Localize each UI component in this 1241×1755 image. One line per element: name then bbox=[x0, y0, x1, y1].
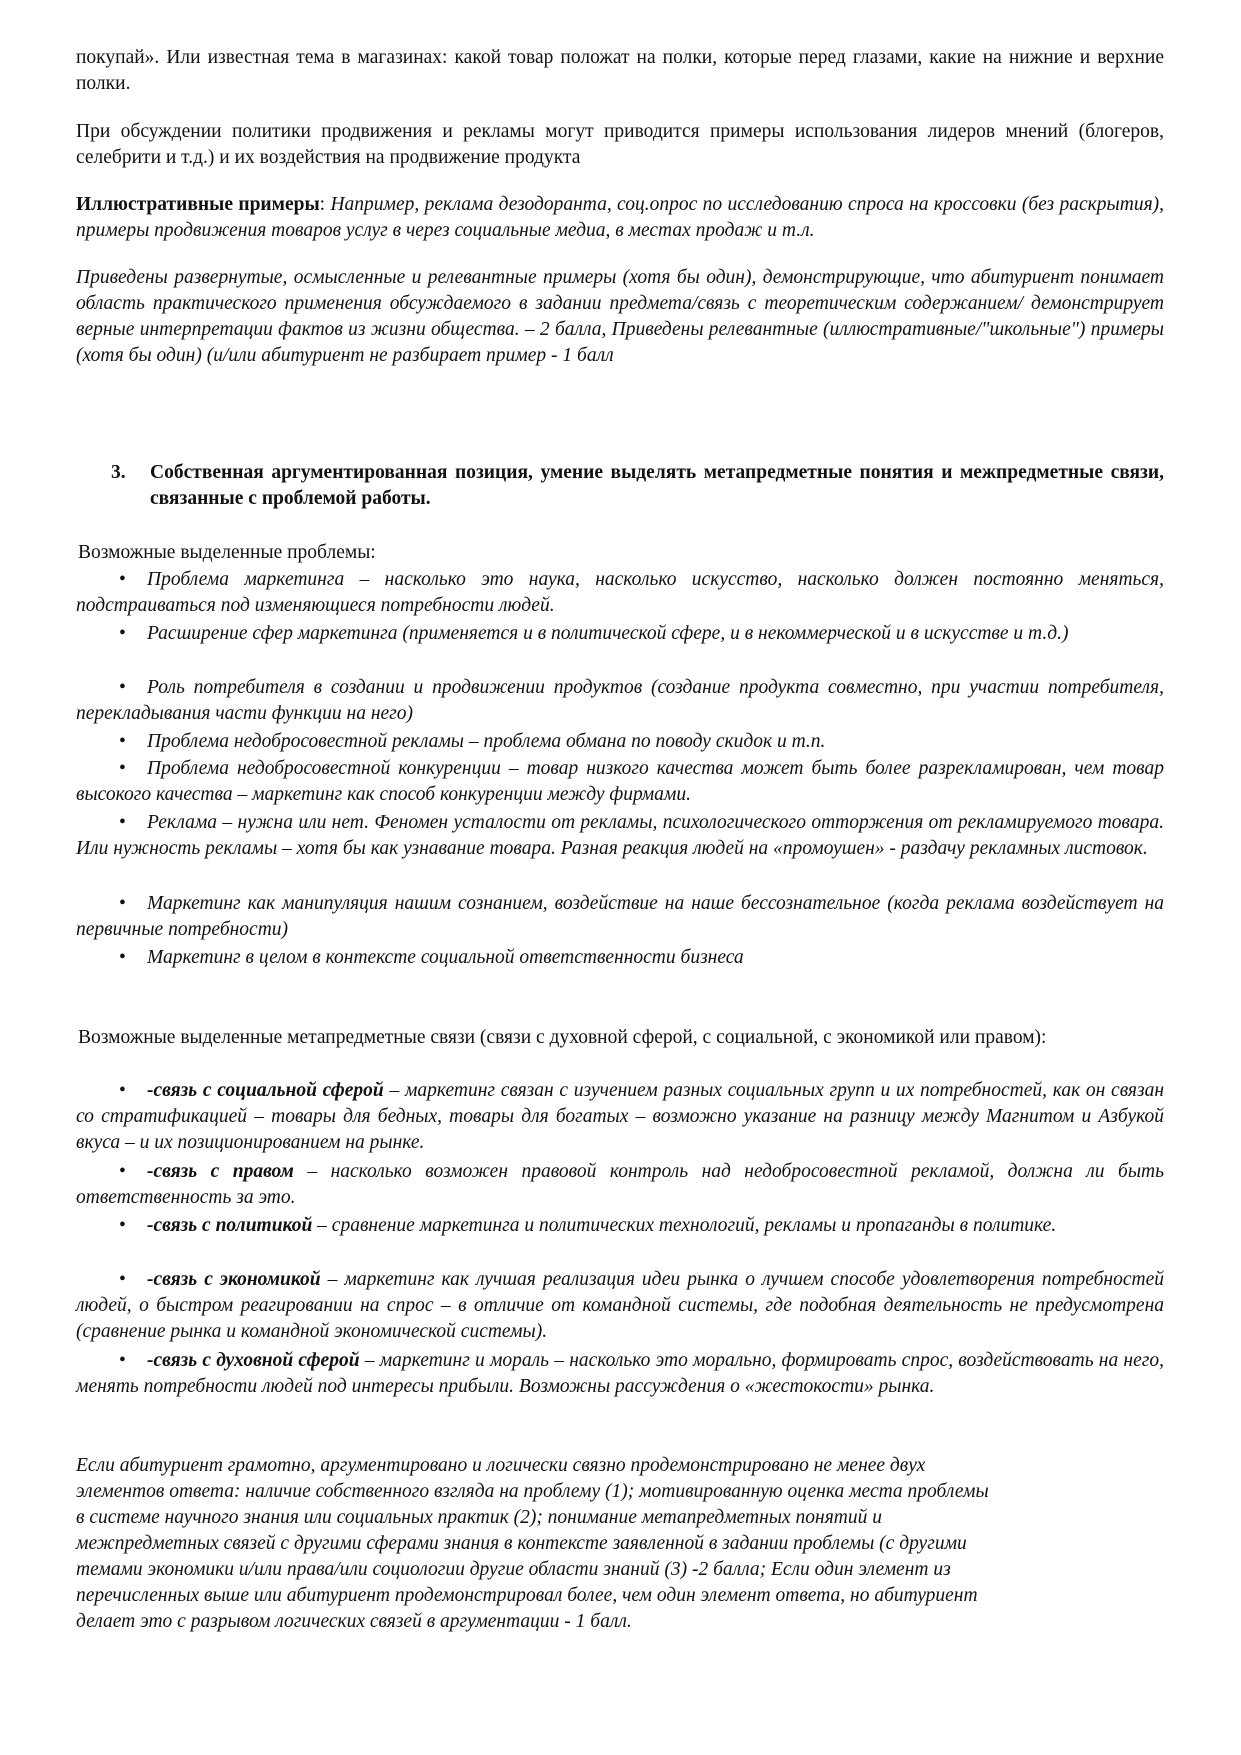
bullet-icon: • bbox=[119, 569, 126, 590]
bullet-icon: • bbox=[119, 758, 126, 779]
bullet-icon: • bbox=[119, 1080, 126, 1101]
bullet-icon: • bbox=[119, 1269, 126, 1290]
link-item bbox=[76, 1213, 1164, 1239]
problem-item bbox=[76, 567, 1164, 619]
bullet-icon: • bbox=[119, 731, 126, 752]
link-item-label: -связь с духовной сферой bbox=[147, 1350, 360, 1371]
final-criteria-line: в системе научного знания или социальных практик (2); понимание метапредметных понятий и bbox=[76, 1507, 882, 1528]
problem-item bbox=[76, 891, 1164, 943]
bullet-icon: • bbox=[119, 812, 126, 833]
bullet-icon: • bbox=[119, 893, 126, 914]
final-criteria-line: Если абитуриент грамотно, аргументировано и логически связно продемонстрировано не менее двух bbox=[76, 1455, 926, 1476]
link-item-label: -связь с правом bbox=[147, 1161, 294, 1182]
problem-item bbox=[76, 810, 1164, 862]
illustrative-examples-label: Иллюстративные примеры bbox=[76, 194, 320, 215]
link-item-label: -связь с политикой bbox=[147, 1215, 313, 1236]
bullet-icon: • bbox=[119, 1215, 126, 1236]
problem-item-text: Маркетинг в целом в контексте социальной ответственности бизнеса bbox=[147, 947, 744, 968]
problem-item-text: Проблема маркетинга – насколько это наука, насколько искусство, насколько должен постоянно меняться, подстраиваться под изменяющиеся потребности людей. bbox=[76, 569, 1164, 616]
link-item-text: – маркетинг связан с изучением разных социальных групп и их потребностей, как он связан со стратификацией – товары для бедных, товары для богатых – возможно указание на разницу между Магнитом и Азбукой вкуса – и их позиционированием на рынке. bbox=[76, 1080, 1164, 1153]
link-item bbox=[76, 1078, 1164, 1156]
illustrative-examples-colon: : bbox=[319, 194, 326, 215]
problem-item-text: Проблема недобросовестной рекламы – проблема обмана по поводу скидок и т.п. bbox=[147, 731, 826, 752]
illustrative-examples-paragraph bbox=[76, 192, 1164, 244]
problem-item-text: Реклама – нужна или нет. Феномен усталости от рекламы, психологического отторжения от рекламируемого товара. Или нужность рекламы – хотя бы как узнавание товара. Разная реакция людей на «промоушен» - раздачу рекламных листовок. bbox=[76, 812, 1164, 859]
section-3-title: Собственная аргументированная позиция, умение выделять метапредметные понятия и межпредметные связи, связанные с проблемой работы. bbox=[150, 462, 1164, 509]
problem-item-text: Маркетинг как манипуляция нашим сознанием, воздействие на наше бессознательное (когда реклама воздействует на первичные потребности) bbox=[76, 893, 1164, 940]
final-criteria-paragraph bbox=[76, 1453, 1164, 1635]
problem-item-text: Роль потребителя в создании и продвижении продуктов (создание продукта совместно, при участии потребителя, перекладывания части функции на него) bbox=[76, 677, 1164, 724]
intro-paragraph-2: При обсуждении политики продвижения и рекламы могут приводится примеры использования лидеров мнений (блогеров, селебрити и т.д.) и их воздействия на продвижение продукта bbox=[76, 121, 1164, 168]
link-item-text: – сравнение маркетинга и политических технологий, рекламы и пропаганды в политике. bbox=[312, 1215, 1057, 1236]
section-3-heading bbox=[111, 460, 1164, 512]
final-criteria-line: делает это с разрывом логических связей в аргументации - 1 балл. bbox=[76, 1611, 632, 1632]
link-item-label: -связь с социальной сферой bbox=[147, 1080, 384, 1101]
intro-paragraph-1: покупай». Или известная тема в магазинах: какой товар положат на полки, которые перед глазами, какие на нижние и верхние полки. bbox=[76, 47, 1164, 94]
final-criteria-line: элементов ответа: наличие собственного взгляда на проблему (1); мотивированную оценка места проблемы bbox=[76, 1481, 989, 1502]
link-item-text: – маркетинг и мораль – насколько это морально, формировать спрос, воздействовать на него, менять потребности людей под интересы прибыли. Возможны рассуждения о «жестокости» рынка. bbox=[76, 1350, 1164, 1397]
link-item bbox=[76, 1348, 1164, 1400]
problem-item bbox=[76, 756, 1164, 808]
problem-item bbox=[76, 945, 1164, 971]
problem-item-text: Расширение сфер маркетинга (применяется и в политической сфере, и в некоммерческой и в искусстве и т.д.) bbox=[147, 623, 1069, 644]
link-item-text: – насколько возможен правовой контроль над недобросовестной рекламой, должна ли быть ответственность за это. bbox=[76, 1161, 1164, 1208]
bullet-icon: • bbox=[119, 1350, 126, 1371]
problem-item bbox=[76, 729, 1164, 755]
bullet-icon: • bbox=[119, 677, 126, 698]
link-item bbox=[76, 1159, 1164, 1211]
examples-criteria-paragraph: Приведены развернутые, осмысленные и релевантные примеры (хотя бы один), демонстрирующие, что абитуриент понимает область практического применения обсуждаемого в задании предмета/связь с теоретическим содержанием/ демонстрирует верные интерпретации фактов из жизни общества. – 2 балла, Приведены релевантные (иллюстративные/"школьные") примеры (хотя бы один) (и/или абитуриент не разбирает пример - 1 балл bbox=[76, 267, 1164, 366]
problem-item bbox=[76, 675, 1164, 727]
bullet-icon: • bbox=[119, 947, 126, 968]
bullet-icon: • bbox=[119, 1161, 126, 1182]
final-criteria-line: перечисленных выше или абитуриент продемонстрировал более, чем один элемент ответа, но абитуриент bbox=[76, 1585, 978, 1606]
link-item bbox=[76, 1267, 1164, 1345]
final-criteria-line: межпредметных связей с другими сферами знания в контексте заявленной в задании проблемы (с другими bbox=[76, 1533, 967, 1554]
links-lead: Возможные выделенные метапредметные связи (связи с духовной сферой, с социальной, с экономикой или правом): bbox=[78, 1027, 1047, 1048]
illustrative-examples-text: Например, реклама дезодоранта, соц.опрос по исследованию спроса на кроссовки (без раскрытия), примеры продвижения товаров услуг в через социальные медиа, в местах продаж и т.л. bbox=[76, 194, 1164, 241]
section-3-number: 3. bbox=[111, 462, 126, 483]
link-item-label: -связь с экономикой bbox=[147, 1269, 321, 1290]
problem-item-text: Проблема недобросовестной конкуренции – товар низкого качества может быть более разрекламирован, чем товар высокого качества – маркетинг как способ конкуренции между фирмами. bbox=[76, 758, 1164, 805]
problem-item bbox=[76, 621, 1164, 647]
final-criteria-line: темами экономики и/или права/или социологии другие области знаний (3) -2 балла; Если один элемент из bbox=[76, 1559, 951, 1580]
bullet-icon: • bbox=[119, 623, 126, 644]
link-item-text: – маркетинг как лучшая реализация идеи рынка о лучшем способе удовлетворения потребностей людей, о быстром реагировании на спрос – в отличие от командной системы, где подобная деятельность не предусмотрена (сравнение рынка и командной экономической системы). bbox=[76, 1269, 1164, 1342]
problems-lead: Возможные выделенные проблемы: bbox=[78, 542, 376, 563]
